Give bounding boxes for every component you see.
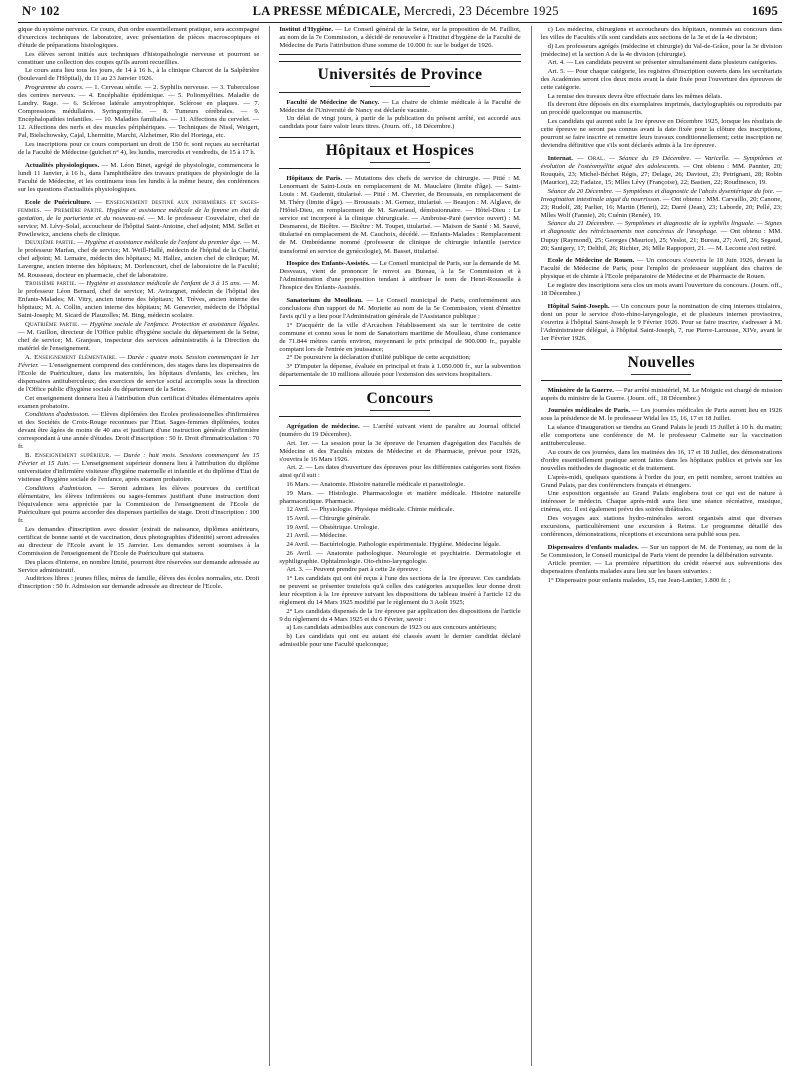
paragraph: Cet enseignement donnera lieu à l'attribution d'un certificat d'études élémentaires après examen probatoire. (18, 394, 260, 410)
paragraph (18, 452, 259, 484)
text: Conditions d'admission. (25, 411, 90, 419)
paragraph (18, 84, 259, 140)
article-physio (18, 162, 259, 194)
article-title: Actualités physiologiques. (25, 161, 100, 169)
article-institut-hygiene (279, 26, 520, 55)
paragraph: 2° Les candidats dispensés de la 1re épreuve par application des dispositions de l'article 9 du règlement du 4 Mars 1925 et du 6 Février, savoir : (279, 607, 521, 623)
text: — M. le professeur Couvelaire, chef de service; M. Lévy-Solal, accoucheur de l'hôpital Saint-Antoine, chef adjoint; MM. Sellet et Powilewicz, anciens chefs de clinique. (18, 214, 260, 238)
text: — L'enseignement supérieur donnera lieu à l'attribution du diplôme universitaire d'infirmière visiteuse d'hygiène maternelle et infantile et du diplôme d'Etat de visiteuse d'hygiène sociale de l'enfance, après examen probatoire. (18, 460, 260, 484)
paragraph: Des places d'interne, en nombre limité, pourront être réservées sur demande adressée au Service administratif. (18, 558, 260, 574)
text: — M. Léon Binet, agrégé de physiologie, commencera le lundi 11 Janvier, à 16 h., dans l'amphithéâtre des travaux pratiques de physiologie de la Faculté de Médecine, et les continuera tous les lundis à la même heure, des conférences sur les questions d'actualités physiologiques. (18, 161, 260, 193)
text: Troisième partie. (25, 280, 77, 288)
text: — Hygiène et assistance médicale de l'enfant de 3 à 15 ans. (76, 280, 242, 288)
paragraph: Art. 1er. — La session pour la 3e épreuve de l'examen d'agrégation des Facultés de Médecine et des Facultés mixtes de Médecine et de Pharmacie, prévue pour 1926, s'ouvrira le 16 Mars 1926. (279, 439, 521, 463)
article-title: Ecole de Médecine de Rouen. (547, 257, 635, 265)
article-title: Dispensaires d'enfants malades. (547, 543, 639, 551)
article-title: Ecole de Puériculture. (25, 198, 92, 206)
text: — Un concours s'ouvrira le 18 Juin 1926, devant la Faculté de Médecine de Paris, pour l'emploi de professeur suppléant des chaires de physique et de chimie à l'Ecole préparatoire de Médecine et de Pharmacie de Rouen. (540, 257, 782, 281)
paragraph: 24 Avril. — Bactériologie. Pathologie expérimentale. Hygiène. Médecine légale. (286, 541, 501, 548)
paragraph: 2° De poursuivre la déclaration d'utilité publique de cette acquisition; (286, 354, 471, 362)
paragraph (18, 321, 259, 353)
section-header-hopitaux (279, 137, 520, 169)
paragraph: 21 Avril. — Médecine. (286, 532, 348, 540)
paragraph: Les élèves seront initiés aux techniques d'histopathologie nerveuse et pourront se constituer une collection des coupes qu'ils auront recueillies. (18, 50, 260, 66)
text: — Sur un rapport de M. de Fontenay, au nom de la 5e Commission, le Conseil municipal de Paris vient de prendre la délibération suivante. (540, 543, 782, 559)
article-title: Hôpitaux de Paris. (286, 175, 343, 183)
paragraph: a) Les candidats admissibles aux concours de 1923 ou aux concours antérieurs; (286, 624, 497, 632)
article-title: Institut d'Hygiène. (279, 26, 334, 33)
columns (18, 26, 782, 1066)
paragraph (18, 354, 259, 394)
paragraph (279, 26, 520, 50)
paragraph: Un délai de vingt jours, à partir de la publication du présent arrêté, est accordé aux candidats pour faire valoir leurs titres. (Journ. off., 18 Décembre.) (279, 115, 521, 131)
article-sanatorium (279, 297, 520, 321)
paragraph: Les candidats qui auront subi la 1re épreuve en Décembre 1925, lorsque les résultats de cette épreuve ne seront pas connus avant la date fixée pour la clôture des inscriptions, pourront se faire inscrire et remettre leurs travaux conditionnellement; cette inscription ne deviendra définitive que s'ils sont déclarés admis à la 1re épreuve. (540, 118, 782, 150)
article-puericulture (18, 199, 259, 239)
text: — Le Conseil municipal de Paris, sur la demande de M. Desveaux, vient de prononcer le renvoi au Bureau, à la 5e Commission et à l'Administration d'une proposition tendant à attribuer le nom de Henri-Rousselle à l'hospice des Enfants-Assistés. (279, 260, 521, 292)
page-header (18, 4, 782, 23)
column-3 (531, 26, 782, 1066)
paragraph: Le cours aura lieu tous les jours, de 14 à 16 h., à la clinique Charcot de la Salpêtrière (boulevard de l'Hôpital), du 11 au 23 Janvier 1926. (18, 67, 260, 83)
article-title: Faculté de Médecine de Nancy. (286, 98, 380, 106)
paragraph: L'après-midi, quelques questions à l'ordre du jour, en petit nombre, seront traitées au Grand Palais, par des conférenciers français et étrangers. (540, 473, 782, 489)
article-enfants-assistes (279, 260, 520, 292)
section-title: Nouvelles (627, 353, 695, 371)
text: — Ont obtenu : MM. Carvaillo, 20; Canone, 23; Rudolf, 28; Parlier, 16; Martin (Henri), 22; Darré (Jean), 23; Laborde, 20; Pellé, 23; Mlles Wolf (Fannie), 26; Cuénin (Renée), 19. (540, 195, 782, 219)
paragraph: 26 Avril. — Anatomie pathologique. Neurologie et psychiatrie. Dermatologie et syphiligraphie. Ophtalmologie. Oto-rhino-laryngologie. (279, 549, 521, 565)
paragraph: Les inscriptions pour ce cours comportant un droit de 150 fr. sont reçues au secrétariat de la Faculté de Médecine (guichet n° 4), les lundis, mercredis et vendredis, de 15 à 17 h. (18, 141, 260, 157)
section-header-nouvelles (541, 349, 782, 381)
text: — Par arrêté ministériel, M. Le Moignic est chargé de mission auprès du ministre de la Guerre. (Journ. off., 18 Décembre.) (540, 386, 782, 402)
paragraph (18, 239, 259, 279)
paragraph: Art. 3. — Peuvent prendre part à cette 2e épreuve : (286, 566, 422, 574)
text: Séance du 20 Décembre. — Symptômes et diagnostic de l'abcès dysentérique du foie. — Invagination intestinale aiguë du nourrisson. (540, 187, 782, 203)
paragraph: c) Les médecins, chirurgiens et accoucheurs des hôpitaux, nommés au concours dans les villes de Facultés s'ils sont candidats aux sections de la 3e et de la 4e division; (540, 26, 782, 42)
text: — 1. Cerveau sénile. — 2. Syphilis nerveuse. — 3. Tuberculose des centres nerveux. — 4. Encéphalite épidémique. — 5. Poliomyélites. Maladie de Landry. Rage. — 6. Sclérose latérale amyotrophique. Sclérose en plaques. — 7. Compressions médullaires. Syringomyélie. — 8. Tumeurs cérébrales. — 9. Encéphalopathies infantiles. — 10. Maladies familiales. — 11. Affections du cervelet. — 12. Affections des nerfs et des muscles périphériques. — Techniques de Nissl, Weigert, Pal, Bielschowsky, Cajal, Lhermitte, Marchi, Alzheimer, Rio del Hortega, etc. (18, 84, 260, 140)
text: — Les journées médicales de Paris auront lieu en 1926 sous la présidence de M. le professeur Widal les 15, 16, 17 et 18 Juillet. (540, 407, 782, 423)
text: — Le Conseil municipal de Paris, conformément aux conclusions d'un rapport de M. Moriette au nom de la 5e Commission, vient d'émettre l'avis qu'il y a lieu pour l'Administration générale de l'Assistance publique : (279, 296, 521, 321)
paragraph: La séance d'inauguration se tiendra au Grand Palais le jeudi 15 Juillet à 10 h. du matin; elle comportera une conférence de M. le professeur Calmette sur la vaccination antituberculeuse. (540, 424, 782, 448)
text: — Ont obtenu : MM. Pannier, 20; Rouquès, 23; Michel-Béchet Régis, 27; Delage, 26; Daviout, 23; Petrignani, 28; Robin (Maurice), 22; Fadaize, 15; Mlles Lévy (Françoise), 22; Bastien, 22; Roudinesco, 19. (540, 162, 782, 186)
paragraph: 19 Avril. — Obstétrique. Urologie. (286, 523, 379, 531)
paragraph (541, 220, 782, 252)
paragraph: 15 Avril. — Chirurgie générale. (286, 515, 371, 523)
text: — Enseignement destiné aux infirmières et sages-femmes. — Première partie. (18, 198, 260, 214)
text: — M. Guillon, directeur de l'Office public d'hygiène sociale du département de la Seine, chef de service; M. Granjean, inspecteur des services administratifs à la Direction du matériel de l'enseignement. (18, 329, 260, 353)
paragraph: Le registre des inscriptions sera clos un mois avant l'ouverture du concours. (Journ. off., 18 Décembre.) (540, 281, 782, 297)
paragraph: Article premier. — La première répartition du crédit réservé aux subventions des dispensaires d'enfants malades aura lieu sur les bases suivantes : (540, 560, 782, 576)
paragraph: b) Les candidats qui ont eu autant été classés avant le dernier candidat déclaré admissible pour une Faculté quelconque; (279, 633, 521, 649)
paragraph (18, 485, 259, 525)
text: — L'enseignement comprend des conférences, des stages dans les dispensaires de l'Ecole de Puériculture, dans les maternités, les hôpitaux d'enfants, les crèches, les dispensaires antituberculeux; des exercices de service social accomplis sous la direction de l'Office public d'hygiène sociale du département de la Seine. (18, 361, 260, 393)
issue-date: Mercredi, 23 Décembre 1925 (403, 4, 559, 18)
paragraph: 1° Dispensaire pour enfants malades, 15, rue Jean-Lantier, 1.800 fr. ; (547, 577, 731, 585)
text: Hygiène et assistance médicale de la femme en état de gestation, de la parturiente et du nouveau-né. (18, 206, 260, 222)
article-hopitaux-paris (279, 175, 520, 255)
article-title: Ministère de la Guerre. (547, 386, 614, 394)
paragraph: Art. 4. — Les candidats peuvent se présenter simultanément dans plusieurs catégories. (547, 59, 778, 67)
text: — M. le professeur Léon Bernard, chef de service; M. Avirargnet, médecin de l'hôpital des Enfants-Malades; M. Vitry, ancien interne des hôpitaux; M. Trèves, ancien interne des hôpitaux; M. A. Collin, ancien interne des hôpitaux; M. Genevrier, médecin de l'hôpital Saint-Joseph; M. Sicard de Plauzolles; M. Bing, médecin scolaire. (18, 280, 260, 320)
article-agregation (279, 423, 520, 439)
article-title: Sanatorium du Moulleau. (286, 296, 363, 304)
paragraph: Des voyages aux stations hydro-minérales seront organisés ainsi que diverses excursions, particulièrement une excursion à Reims. Le programme détaillé des conférences, démonstrations, réceptions et excursions sera publié sous peu. (540, 514, 782, 539)
text: Quatrième partie. (25, 320, 80, 328)
article-title: Journées médicales de Paris. (547, 407, 631, 415)
paragraph: Les demandes d'inscription avec dossier (extrait de naissance, diplômes antérieurs, certificat de bonne santé et de vaccination, deux photographies d'identité) seront adressées au directeur de l'Ecole avant le 15 Janvier. Les demandes seront soumises à la Commission de l'enseignement de l'Ecole de Puériculture qui statuera. (18, 525, 260, 557)
text: — Elèves diplômées des Ecoles professionnelles d'infirmières et des Sociétés de Croix-Rouge reconnues par l'Etat. Sages-femmes diplômées, toutes devant être âgées de moins de 40 ans et justifiant d'une instruction générale d'infirmière correspondant à une année d'études. Droit d'inscription : 50 fr. Droit d'immatriculation : 70 fr. (18, 411, 260, 451)
paragraph: 16 Mars. — Anatomie. Histoire naturelle médicale et parasitologie. (286, 481, 466, 489)
text: — Un concours pour la nomination de cinq internes titulaires, dont un pour le service d'oto-rhino-laryngologie, et de plusieurs internes provisoires, s'ouvrira à l'hôpital Saint-Joseph le 9 Février 1926. Pour se faire inscrire, s'adresser à M. l'Administrateur délégué, à l'hôpital Saint-Joseph, 7, rue Pierre-Larousse, XIVe, avant le 1er Février 1926. (540, 302, 782, 342)
article-title: Hospice des Enfants-Assistés. (286, 260, 370, 268)
text: — Ont obtenu : MM. Dupuy (Raymond), 25; Georges (Maurice), 25; Veslot, 21; Bureau, 27; Avril, 26; Segaud, 20; Sanigery, 17; Delthil, 26; Richier, 26; Mlle Rappoport, 21. — M. Leconte s'est retiré. (540, 228, 782, 252)
article-rouen (541, 257, 782, 281)
text: A. Enseignement élémentaire. (25, 353, 118, 361)
section-header-concours (279, 385, 520, 417)
masthead (253, 4, 559, 19)
paragraph: Art. 2. — Les dates d'ouverture des épreuves pour les différentes catégories sont fixées ainsi qu'il suit : (279, 464, 521, 480)
text: — Durée : huit mois. Sessions commençant les 15 Février et 15 Juin. (18, 452, 260, 468)
paragraph: La remise des travaux devra être effectuée dans les mêmes délais. (547, 92, 723, 100)
text: — Durée : quatre mois. Session commençant le 1er Février. (18, 353, 260, 369)
article-title: Agrégation de médecine. (286, 423, 360, 430)
text: — Oral. (572, 154, 606, 162)
column-1 (18, 26, 259, 1066)
paragraph: 19 Mars. — Histologie. Pharmacologie et matière médicale. Histoire naturelle pharmaceutique. Pharmacie. (279, 489, 521, 505)
paragraph: Au cours de ces journées, dans les matinées des 16, 17 et 18 Juillet, des démonstrations d'ordre essentiellement pratique seront faites dans les hôpitaux publics et privés sur les nouvelles méthodes de diagnostic et de traitement. (540, 448, 782, 472)
text: — La chaire de chimie médicale à la Faculté de Médecine de l'Université de Nancy est déclarée vacante. (279, 98, 521, 114)
text: — Le Conseil général de la Seine, sur la proposition de M. Failliot, au nom de la 7e Commission, a décidé de renouveler à l'Institut d'hygiène de la Faculté de Médecine de Paris l'attribution d'une somme de 10.000 fr. sur le budget de 1926. (279, 26, 521, 50)
text: — Hygiène et assistance médicale de l'enfant du premier âge. (75, 239, 242, 247)
journal-title: LA PRESSE MÉDICALE, (252, 4, 401, 18)
paragraph: Une exposition organisée au Grand Palais englobera tout ce qui est de nature à intéresser le médecin. Chaque après-midi aura lieu une séance récréative, musique, cinéma, etc. Il est également prévu des soirées théâtrales. (540, 490, 782, 514)
article-journees-medicales (541, 407, 782, 423)
article-nancy (279, 99, 520, 115)
paragraph (541, 188, 782, 220)
paragraph: Auditrices libres : jeunes filles, mères de famille, élèves des écoles normales, etc. Droit d'inscription : 50 fr. Admission sur demande adressée au directeur de l'Ecole. (18, 575, 260, 591)
article-saint-joseph (541, 303, 782, 343)
issue-number: N° 102 (22, 4, 60, 18)
section-title: Hôpitaux et Hospices (325, 142, 475, 160)
text: — M. le professeur Marfan, chef de service; M. Weill-Hallé, médecin de l'hôpital de la Charité, chef adjoint; M. Lemaire, médecin des hôpitaux; M. Hallez, ancien chef de clinique; M. Lavergne, ancien interne des hôpitaux; M. Dorlencourt, chef de laboratoire de la Faculté; M. Rousseau, docteur en pharmacie, chef de laboratoire. (18, 239, 260, 279)
text: — L'arrêté suivant vient de paraître au Journal officiel (numéro du 19 Décembre). (279, 423, 521, 439)
column-2 (269, 26, 520, 1066)
text: — Séance du 19 Décembre. — Varicelle. — Symptômes et évolution de l'ostéomyélite aiguë des adolescents. (540, 154, 782, 170)
paragraph: 1° Les candidats qui ont été reçus à l'une des sections de la 1re épreuve. Ces candidats ne peuvent se présenter toutefois qu'à celles des catégories auxquelles leur donne droit leur réception à la 1re épreuve suivant les dispositions du tableau inséré à l'article 12 du règlement du 14 Mars 1925 modifié par le règlement du 3 Août 1925; (279, 574, 521, 607)
article-dispensaires (541, 544, 782, 560)
article-title: Internat. (547, 154, 573, 162)
paragraph: gique du système nerveux. Ce cours, d'un ordre essentiellement pratique, sera accompagné d'exercices techniques de laboratoire, avec présentation de pièces macroscopiques et d'étude de préparations histologiques. (18, 26, 260, 50)
text: — Hygiène sociale de l'enfance. Protection et assistance légales. (79, 320, 260, 328)
article-ministere-guerre (541, 387, 782, 403)
paragraph: 3° D'imputer la dépense, évaluée en principal et frais à 1.050.000 fr., sur la subvention départementale de 10 millions allouée pour l'extension des services hospitaliers. (279, 363, 521, 379)
text: — Mutations des chefs de service de chirurgie. — Pitié : M. Lenormant de Saint-Louis en remplacement de M. Mauclaire (limite d'âge). — Saint-Louis : M. Gudemit, titularisé. — Pitié : M. Chevrier, de Broussais, en remplacement de M. Théry (limite d'âge). — Broussais : M. Gernez, titularisé. — Beaujon : M. Alglave, de l'Hôtel-Dieu, en remplacement de M. Savariaud, démissionnaire. — Hôtel-Dieu : Le service est incorporé à la clinique chirurgicale. — Ambroise-Paré (service ouvert) : M. Desmarest, de Bicêtre. — Bicêtre : M. Toupet, titularisé. — Maison de Santé : M. Sauvé, titularisé en remplacement de M. Cauchoix, décédé. — Enfants-Malades : Remplacement de M. Ombrédanne nommé (professeur de clinique de chirurgie infantile (service transformé en service de gynécologie), M. Basset, titularisé. (279, 175, 521, 255)
text: — Seront admises les élèves pourvues du certificat élémentaire, les élèves infirmières ou sages-femmes justifiant d'une instruction dont l'équivalence sera appréciée par la Commission de l'enseignement de l'Ecole de Puériculture qui pourra accorder des dispenses partielles de stage. Droit d'inscription : 100 fr. (18, 484, 260, 525)
article-title: Hôpital Saint-Joseph. (547, 302, 610, 310)
label: Programme du cours. (25, 84, 84, 92)
text: Deuxième partie. (25, 239, 76, 247)
page-number: 1695 (751, 4, 778, 18)
text: B. Enseignement supérieur. (25, 452, 112, 460)
article-internat (541, 155, 782, 187)
paragraph: d) Les professeurs agrégés (médecine et chirurgie) du Val-de-Grâce, pour la 3e division (médecine) et la section A de la 4e division (chirurgie). (540, 42, 782, 58)
text: Conditions d'admission. (25, 484, 93, 492)
paragraph (18, 280, 259, 320)
section-title: Universités de Province (317, 65, 483, 83)
text: Séance du 21 Décembre. — Symptômes et diagnostic de la syphilis linguale. — Signes et diagnostic des rétrécissements non cancéreux de l'œsophage. (540, 220, 782, 236)
section-header-universites (279, 61, 520, 93)
paragraph: 1° D'acquérir de la ville d'Arcachon l'établissement sis sur le territoire de cette commune et connu sous le nom de Sanatorium maritime de Moulleau, d'une contenance de 71.844 mètres carrés environ, moyennant le prix principal de 900.000 fr., payable comptant lors de l'entrée en jouissance; (279, 321, 521, 353)
paragraph (18, 411, 259, 451)
paragraph: Ils devront être déposés en dix exemplaires imprimés, dactylographiés ou reproduits par un procédé quelconque ou manuscrits. (540, 101, 782, 117)
paragraph: Art. 5. — Pour chaque catégorie, les registres d'inscription ouverts dans les secrétariats des Académies seront clos deux mois avant la date fixée pour l'ouverture des épreuves de cette catégorie. (540, 68, 782, 92)
paragraph: 12 Avril. — Physiologie. Physique médicale. Chimie médicale. (286, 506, 455, 514)
section-title: Concours (366, 390, 434, 408)
